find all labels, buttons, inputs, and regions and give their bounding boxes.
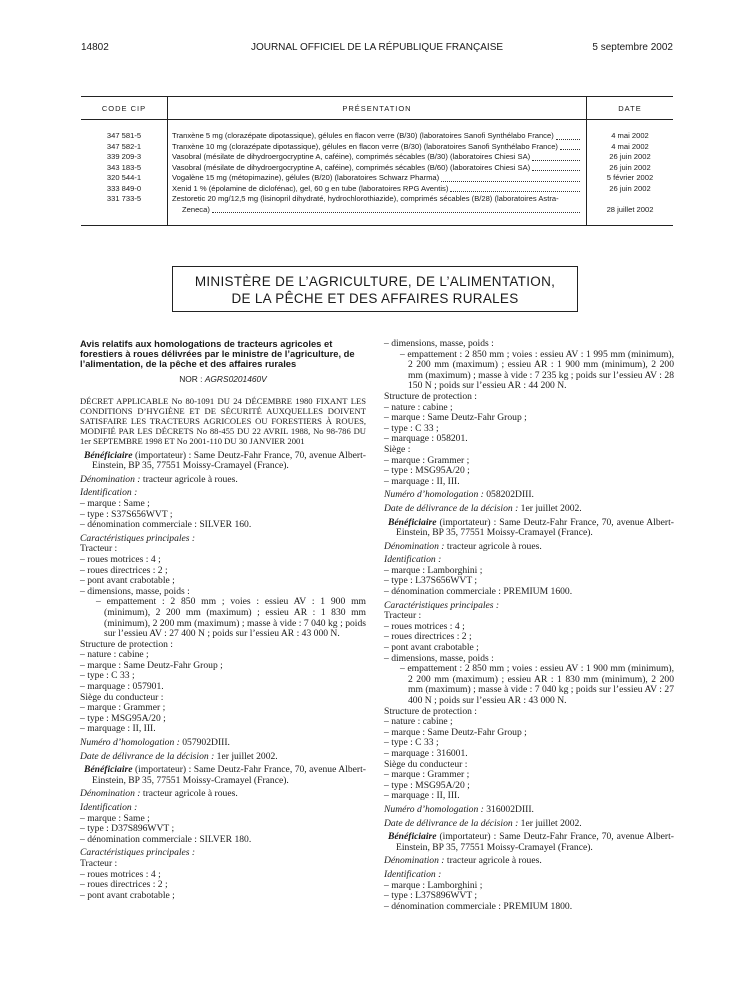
- list-item: – pont avant crabotable ;: [384, 642, 479, 654]
- identification-label: Identification :: [384, 868, 442, 880]
- list-item: – dénomination commerciale : PREMIUM 1600.: [384, 586, 573, 598]
- table-header-row: [81, 97, 673, 120]
- ministry-title-line2: DE LA PÊCHE ET DES AFFAIRES RURALES: [231, 291, 519, 306]
- siege-label: Siège du conducteur :: [80, 691, 164, 703]
- beneficiaire: [384, 518, 674, 539]
- beneficiaire-label: Bénéficiaire: [84, 449, 133, 461]
- presentation-text: Zestoretic 20 mg/12,5 mg (lisinopril dihydraté, hydrochlorothiazide), comprimés sécables (B/28) (laboratoires Astra-: [172, 194, 559, 203]
- cip-code: 331 733-5: [81, 194, 168, 226]
- denomination-text: tracteur agricole à roues.: [444, 855, 542, 867]
- decret-reference: DÉCRET APPLICABLE No 80-1091 DU 24 DÉCEMBRE 1980 FIXANT LES CONDITIONS D’HYGIÈNE ET DE SÉCURITÉ AUXQUELLES DOIVENT SATISFAIRE LES TRACTEURS AGRICOLES OU FORESTIERS À ROUES, MODIFIÉ PAR LES DÉCRETS No 88-455 DU 22 AVRIL 1988, No 98-786 DU 1er SEPTEMBRE 1998 ET No 2001-110 DU 30 JANVIER 2001: [80, 395, 366, 447]
- homologation-number: [384, 490, 674, 501]
- list-item: – roues motrices : 4 ;: [80, 868, 161, 880]
- homologation-value: 316002DIII.: [483, 803, 534, 815]
- tracteur-label: Tracteur :: [80, 543, 118, 555]
- delivrance-date: [384, 819, 674, 830]
- identification-label: Identification :: [80, 487, 138, 499]
- denomination-label: Dénomination :: [384, 540, 445, 552]
- presentation-text: Vasobral (mésilate de dihydroergocryptine A, caféine), comprimés sécables (B/30) (laboratoires Chiesi SA): [172, 152, 531, 161]
- presentation-text: Tranxène 5 mg (clorazépate dipotassique), gélules en flacon verre (B/30) (laboratoires Sanofi Synthélabo France): [172, 131, 554, 140]
- list-item: – marque : Same ;: [80, 497, 150, 509]
- delivrance-value: 1er juillet 2002.: [518, 817, 582, 829]
- text-column-right: [384, 339, 674, 912]
- presentation-text: Vogalène 15 mg (métopimazine), gélules (B/20) (laboratoires Schwarz Pharma): [172, 173, 440, 182]
- list-item: – dénomination commerciale : PREMIUM 1800.: [384, 900, 573, 912]
- cip-table: [81, 96, 673, 226]
- homologation-number: [80, 738, 366, 749]
- homologation-value: 057902DIII.: [179, 737, 230, 749]
- identification-label: Identification :: [384, 554, 442, 566]
- list-item: – marquage : II, III.: [80, 723, 156, 735]
- presentation-cell: [168, 152, 587, 163]
- list-item: – marquage : II, III.: [384, 790, 460, 802]
- date-cell: 26 juin 2002: [609, 152, 651, 161]
- table-row: [81, 163, 673, 174]
- list-item: – roues motrices : 4 ;: [384, 620, 465, 632]
- text-column-left: [80, 339, 366, 901]
- beneficiaire: [80, 451, 366, 472]
- homologation-number: [384, 805, 674, 816]
- delivrance-value: 1er juillet 2002.: [518, 502, 582, 514]
- denomination: [384, 542, 674, 553]
- ministry-title-line1: MINISTÈRE DE L’AGRICULTURE, DE L’ALIMENTATION,: [194, 274, 556, 289]
- denomination-text: tracteur agricole à roues.: [140, 788, 238, 800]
- header-date: 5 septembre 2002: [592, 42, 673, 53]
- table-row: [81, 152, 673, 163]
- beneficiaire: [384, 832, 674, 853]
- denomination-text: tracteur agricole à roues.: [444, 540, 542, 552]
- beneficiaire-text: (importateur) : Same Deutz-Fahr France, 70, avenue Albert-Einstein, BP 35, 77551 Moissy-Cramayel (France).: [92, 449, 366, 472]
- date-cell: 4 mai 2002: [611, 131, 649, 140]
- list-item: – type : L37S656WVT ;: [384, 575, 478, 587]
- tracteur-label: Tracteur :: [384, 610, 422, 622]
- list-item: – dénomination commerciale : SILVER 160.: [80, 519, 252, 531]
- avis-heading: Avis relatifs aux homologations de tracteurs agricoles et forestiers à roues délivrées par le ministre de l’agriculture, de l’alimentation, de la pêche et des affaires rurales: [80, 338, 355, 369]
- list-item: – marque : Same Deutz-Fahr Group ;: [384, 726, 527, 738]
- list-item: – dimensions, masse, poids :: [384, 338, 494, 349]
- beneficiaire: [80, 765, 366, 786]
- denomination-label: Dénomination :: [80, 473, 141, 485]
- column-header-code: CODE CIP: [81, 97, 168, 120]
- homologation-label: Numéro d’homologation :: [384, 489, 484, 501]
- list-item: – marque : Same Deutz-Fahr Group ;: [80, 659, 223, 671]
- list-item: – marque : Grammer ;: [384, 769, 470, 781]
- cip-code: 347 582-1: [81, 142, 168, 153]
- list-item: – type : C 33 ;: [384, 737, 439, 749]
- page-header: [81, 42, 673, 56]
- list-item: – type : C 33 ;: [80, 670, 135, 682]
- table-row: [81, 184, 673, 195]
- delivrance-label: Date de délivrance de la décision :: [384, 502, 519, 514]
- siege-label: Siège du conducteur :: [384, 758, 468, 770]
- denomination: [384, 856, 674, 867]
- list-item: – nature : cabine ;: [80, 649, 149, 661]
- identification-label: Identification :: [80, 802, 138, 814]
- delivrance-value: 1er juillet 2002.: [214, 750, 278, 762]
- list-item: – type : MSG95A/20 ;: [384, 465, 470, 477]
- list-item: – marquage : II, III.: [384, 475, 460, 487]
- page-number: 14802: [81, 42, 109, 53]
- tracteur-label: Tracteur :: [80, 857, 118, 869]
- caracteristiques-label: Caractéristiques principales :: [384, 599, 500, 611]
- date-cell: 5 février 2002: [606, 173, 654, 182]
- list-item: – marque : Lamborghini ;: [384, 879, 483, 891]
- presentation-cell: [168, 184, 587, 195]
- date-cell: 26 juin 2002: [609, 183, 651, 193]
- list-item: – dimensions, masse, poids :: [384, 652, 494, 664]
- table-row: [81, 142, 673, 153]
- structure-label: Structure de protection :: [384, 390, 477, 402]
- beneficiaire-label: Bénéficiaire: [84, 764, 133, 776]
- delivrance-date: [80, 752, 366, 763]
- nor-reference: [80, 374, 366, 385]
- table-row: [81, 194, 673, 226]
- delivrance-label: Date de délivrance de la décision :: [80, 750, 215, 762]
- presentation-text: Tranxène 10 mg (clorazépate dipotassique), gélules en flacon verre (B/30) (laboratoires Sanofi Synthélabo France): [172, 141, 558, 151]
- table-row: [81, 120, 673, 142]
- beneficiaire-label: Bénéficiaire: [388, 516, 437, 528]
- denomination: [80, 475, 366, 486]
- siege-label: Siège :: [384, 443, 411, 455]
- list-item: – nature : cabine ;: [384, 401, 453, 413]
- homologation-label: Numéro d’homologation :: [384, 803, 484, 815]
- list-item: – marque : Same Deutz-Fahr Group ;: [384, 412, 527, 424]
- cip-code: 333 849-0: [81, 184, 168, 195]
- presentation-text-continued: Zeneca): [182, 204, 210, 214]
- presentation-cell: [168, 142, 587, 153]
- beneficiaire-text: (importateur) : Same Deutz-Fahr France, 70, avenue Albert-Einstein, BP 35, 77551 Moissy-Cramayel (France).: [396, 516, 674, 539]
- delivrance-date: [384, 504, 674, 515]
- structure-label: Structure de protection :: [80, 638, 173, 650]
- cip-code: 347 581-5: [81, 120, 168, 142]
- list-item: – marque : Grammer ;: [80, 702, 166, 714]
- list-item: – dimensions, masse, poids :: [80, 585, 190, 597]
- list-item: – type : L37S896WVT ;: [384, 890, 478, 902]
- beneficiaire-label: Bénéficiaire: [388, 831, 437, 843]
- date-cell: 4 mai 2002: [611, 141, 649, 151]
- list-item: – nature : cabine ;: [384, 716, 453, 728]
- list-item: – type : S37S656WVT ;: [80, 508, 173, 520]
- presentation-cell: [168, 163, 587, 174]
- column-header-date: DATE: [587, 97, 674, 120]
- empattement-item: – empattement : 2 850 mm ; voies : essieu AV : 1 900 mm (minimum), 2 200 mm (maximum) ; essieu AR : 1 830 mm (minimum), 2 200 mm (maximum) ; masse à vide : 7 040 kg ; poids sur l’essieu AV : 27 400 N ; poids sur l’essieu AR : 43 000 N.: [96, 596, 366, 640]
- denomination-text: tracteur agricole à roues.: [140, 473, 238, 485]
- list-item: – marque : Same ;: [80, 812, 150, 824]
- list-item: – roues directrices : 2 ;: [80, 564, 168, 576]
- denomination: [80, 789, 366, 800]
- nor-label: NOR :: [179, 374, 205, 384]
- caracteristiques-label: Caractéristiques principales :: [80, 847, 196, 859]
- list-item: – type : D37S896WVT ;: [80, 823, 175, 835]
- list-item: – marquage : 316001.: [384, 747, 468, 759]
- list-item: – dénomination commerciale : SILVER 180.: [80, 833, 252, 845]
- empattement-item: – empattement : 2 850 mm ; voies : essieu AV : 1 995 mm (minimum), 2 200 mm (maximum) ; essieu AR : 1 900 mm (minimum), 2 200 mm (maximum) ; masse à vide : 7 235 kg ; poids sur l’essieu AV : 28 150 N ; poids sur l’essieu AR : 44 200 N.: [400, 348, 674, 392]
- date-cell: 28 juillet 2002: [587, 194, 674, 226]
- list-item: – marque : Grammer ;: [384, 454, 470, 466]
- list-item: – type : C 33 ;: [384, 422, 439, 434]
- presentation-text: Vasobral (mésilate de dihydroergocryptine A, caféine), comprimés sécables (B/60) (laboratoires Chiesi SA): [172, 162, 531, 172]
- journal-title: JOURNAL OFFICIEL DE LA RÉPUBLIQUE FRANÇAISE: [250, 42, 504, 53]
- column-header-presentation: PRÉSENTATION: [168, 97, 587, 120]
- delivrance-label: Date de délivrance de la décision :: [384, 817, 519, 829]
- list-item: – roues motrices : 4 ;: [80, 553, 161, 565]
- caracteristiques-label: Caractéristiques principales :: [80, 532, 196, 544]
- homologation-label: Numéro d’homologation :: [80, 737, 180, 749]
- cip-code: 320 544-1: [81, 173, 168, 184]
- list-item: – pont avant crabotable ;: [80, 889, 175, 901]
- table-row: [81, 173, 673, 184]
- presentation-text: Xenid 1 % (épolamine de diclofénac), gel, 60 g en tube (laboratoires RPG Aventis): [172, 183, 449, 193]
- list-item: – roues directrices : 2 ;: [384, 631, 472, 643]
- list-item: – roues directrices : 2 ;: [80, 879, 168, 891]
- list-item: – type : MSG95A/20 ;: [80, 712, 166, 724]
- list-item: – marquage : 057901.: [80, 681, 164, 693]
- ministry-title-box: [172, 266, 578, 312]
- presentation-cell: [168, 173, 587, 184]
- cip-code: 339 209-3: [81, 152, 168, 163]
- list-item: – marquage : 058201.: [384, 433, 468, 445]
- list-item: – type : MSG95A/20 ;: [384, 779, 470, 791]
- list-item: – marque : Lamborghini ;: [384, 564, 483, 576]
- beneficiaire-text: (importateur) : Same Deutz-Fahr France, 70, avenue Albert-Einstein, BP 35, 77551 Moissy-Cramayel (France).: [92, 764, 366, 786]
- denomination-label: Dénomination :: [80, 788, 141, 800]
- nor-code: AGRS0201460V: [204, 374, 267, 384]
- empattement-item: – empattement : 2 850 mm ; voies : essieu AV : 1 900 mm (minimum), 2 200 mm (maximum) ; essieu AR : 1 830 mm (minimum), 2 200 mm (maximum) ; masse à vide : 7 040 kg ; poids sur l’essieu AV : 27 400 N ; poids sur l’essieu AR : 43 000 N.: [400, 663, 674, 706]
- date-cell: 26 juin 2002: [609, 162, 651, 172]
- structure-label: Structure de protection :: [384, 705, 477, 717]
- list-item: – pont avant crabotable ;: [80, 575, 175, 587]
- presentation-cell: [168, 120, 587, 142]
- denomination-label: Dénomination :: [384, 855, 445, 867]
- cip-code: 343 183-5: [81, 163, 168, 174]
- homologation-value: 058202DIII.: [483, 489, 534, 501]
- beneficiaire-text: (importateur) : Same Deutz-Fahr France, 70, avenue Albert-Einstein, BP 35, 77551 Moissy-Cramayel (France).: [396, 831, 674, 853]
- presentation-cell: [168, 194, 587, 226]
